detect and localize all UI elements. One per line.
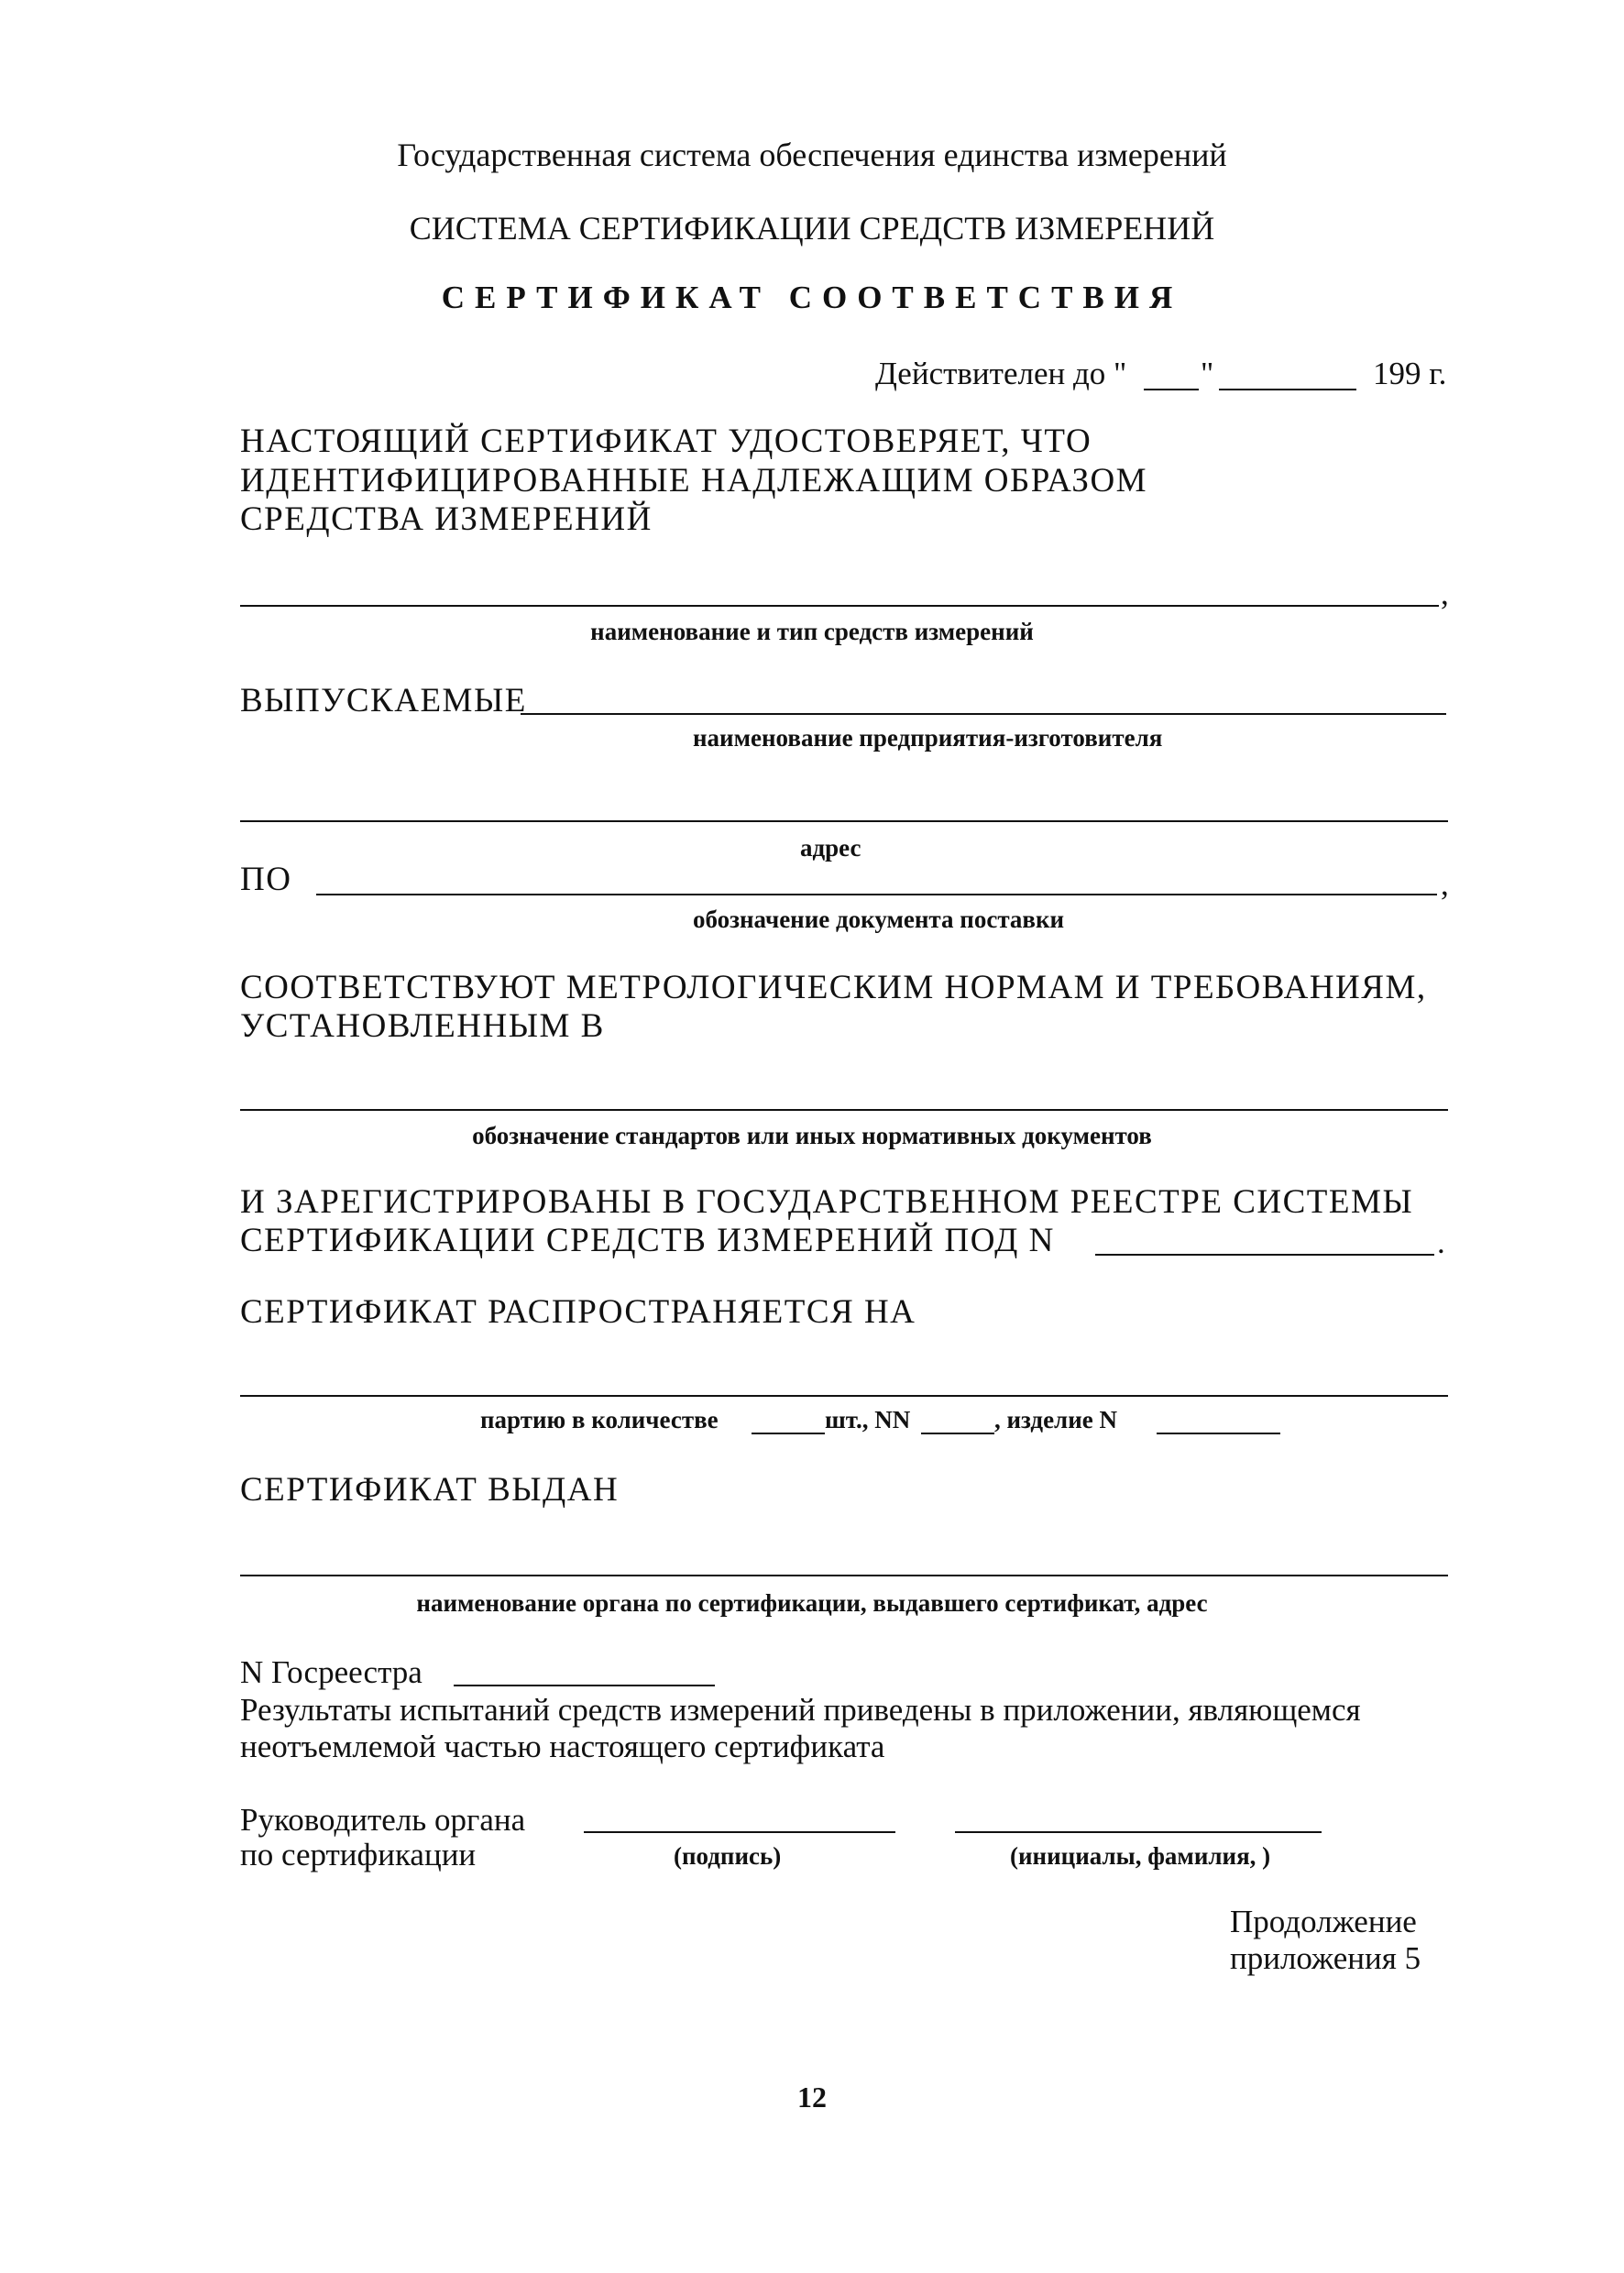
produced-label: ВЫПУСКАЕМЫЕ — [240, 682, 527, 719]
delivery-caption: обозначение документа поставки — [693, 906, 1065, 933]
batch-quantity-label: партию в количестве — [480, 1406, 719, 1433]
certifies-line-1: НАСТОЯЩИЙ СЕРТИФИКАТ УДОСТОВЕРЯЕТ, ЧТО — [240, 423, 1092, 460]
standards-field[interactable] — [240, 1109, 1448, 1111]
full-name-field[interactable] — [955, 1831, 1322, 1833]
results-line-2: неотъемлемой частью настоящего сертификата — [240, 1729, 885, 1764]
instrument-name-field[interactable] — [240, 605, 1439, 607]
issuing-body-caption: наименование органа по сертификации, выдавшего сертификат, адрес — [416, 1589, 1208, 1617]
address-caption: адрес — [800, 834, 861, 862]
validity-quote: " — [1201, 356, 1214, 391]
signature-caption: (подпись) — [674, 1842, 782, 1870]
page-number: 12 — [797, 2081, 827, 2114]
validity-year-suffix: 199 г. — [1373, 356, 1447, 391]
document-page: Государственная система обеспечения единства измерений СИСТЕМА СЕРТИФИКАЦИИ СРЕДСТВ ИЗМЕРЕНИЙ СЕРТИФИКАТ СООТВЕТСТВИЯ Действителен до " " 199 г. НАСТОЯЩИЙ СЕРТИФИКАТ УДОСТОВЕРЯЕТ, ЧТО ИДЕНТИФИЦИРОВАННЫЕ НАДЛЕЖАЩИМ ОБРАЗОМ СРЕДСТВА ИЗМЕРЕНИЙ , наименование и тип средств измерений ВЫПУСКАЕМЫЕ наименование предприятия-изготовителя адрес ПО , обозначение документа поставки СООТВЕТСТВУЮТ МЕТРОЛОГИЧЕСКИМ НОРМАМ И ТРЕБОВАНИЯМ, УСТАНОВЛЕННЫМ В обозначение стандартов или иных нормативных документов И ЗАРЕГИСТРИРОВАНЫ В ГОСУДАРСТВЕННОМ РЕЕСТРЕ СИСТЕМЫ СЕРТИФИКАЦИИ СРЕДСТВ ИЗМЕРЕНИЙ ПОД N . СЕРТИФИКАТ РАСПРОСТРАНЯЕТСЯ НА партию в количестве шт., NN , изделие N СЕРТИФИКАТ ВЫДАН наименование органа по сертификации, выдавшего сертификат, адрес N Госреестра Результаты испытаний средств измерений приведены в приложении, являющемся неотъемлемой частью настоящего сертификата Руководитель органа по сертификации (подпись) (инициалы, фамилия, ) Продолжение приложения 5 12 — [0, 0, 1624, 2273]
manufacturer-field[interactable] — [521, 713, 1446, 715]
certifies-line-3: СРЕДСТВА ИЗМЕРЕНИЙ — [240, 500, 653, 538]
results-line-1: Результаты испытаний средств измерений приведены в приложении, являющемся — [240, 1692, 1361, 1728]
validity-day-field[interactable] — [1144, 389, 1199, 390]
manufacturer-caption: наименование предприятия-изготовителя — [693, 724, 1163, 752]
registered-line-2: СЕРТИФИКАЦИИ СРЕДСТВ ИЗМЕРЕНИЙ ПОД N — [240, 1222, 1055, 1259]
certifies-line-2: ИДЕНТИФИЦИРОВАННЫЕ НАДЛЕЖАЩИМ ОБРАЗОМ — [240, 462, 1148, 500]
registered-line-1: И ЗАРЕГИСТРИРОВАНЫ В ГОСУДАРСТВЕННОМ РЕЕСТРЕ СИСТЕМЫ — [240, 1183, 1414, 1221]
delivery-label: ПО — [240, 861, 292, 898]
extends-to-label: СЕРТИФИКАТ РАСПРОСТРАНЯЕТСЯ НА — [240, 1293, 916, 1331]
issuing-body-field[interactable] — [240, 1575, 1448, 1576]
batch-item-label: , изделие N — [994, 1406, 1117, 1433]
continuation-line-1: Продолжение — [1230, 1904, 1417, 1939]
extends-to-field[interactable] — [240, 1395, 1448, 1397]
head-line-2: по сертификации — [240, 1837, 477, 1872]
header-certification-system: СИСТЕМА СЕРТИФИКАЦИИ СРЕДСТВ ИЗМЕРЕНИЙ — [409, 210, 1215, 247]
batch-item-field[interactable] — [1157, 1433, 1280, 1434]
conform-line-1: СООТВЕТСТВУЮТ МЕТРОЛОГИЧЕСКИМ НОРМАМ И ТРЕБОВАНИЯМ, — [240, 969, 1427, 1006]
address-field[interactable] — [240, 820, 1448, 822]
validity-month-field[interactable] — [1219, 389, 1356, 390]
validity-prefix: Действителен до " — [875, 356, 1127, 391]
batch-numbers-label: шт., NN — [825, 1406, 911, 1433]
gosreestr-field[interactable] — [454, 1685, 715, 1686]
full-name-caption: (инициалы, фамилия, ) — [1010, 1842, 1271, 1870]
conform-line-2: УСТАНОВЛЕННЫМ В — [240, 1007, 605, 1045]
registry-number-field[interactable] — [1095, 1254, 1434, 1256]
continuation-line-2: приложения 5 — [1230, 1940, 1421, 1976]
signature-field[interactable] — [584, 1831, 895, 1833]
batch-quantity-field[interactable] — [752, 1433, 825, 1434]
gosreestr-label: N Госреестра — [240, 1654, 422, 1690]
document-title: СЕРТИФИКАТ СООТВЕТСТВИЯ — [441, 280, 1183, 315]
delivery-document-field[interactable] — [316, 894, 1437, 895]
header-state-system: Государственная система обеспечения единства измерений — [397, 137, 1227, 173]
instrument-caption: наименование и тип средств измерений — [590, 618, 1034, 645]
standards-caption: обозначение стандартов или иных нормативных документов — [472, 1122, 1152, 1149]
batch-numbers-field[interactable] — [921, 1433, 994, 1434]
head-line-1: Руководитель органа — [240, 1802, 526, 1838]
issued-label: СЕРТИФИКАТ ВЫДАН — [240, 1471, 620, 1509]
